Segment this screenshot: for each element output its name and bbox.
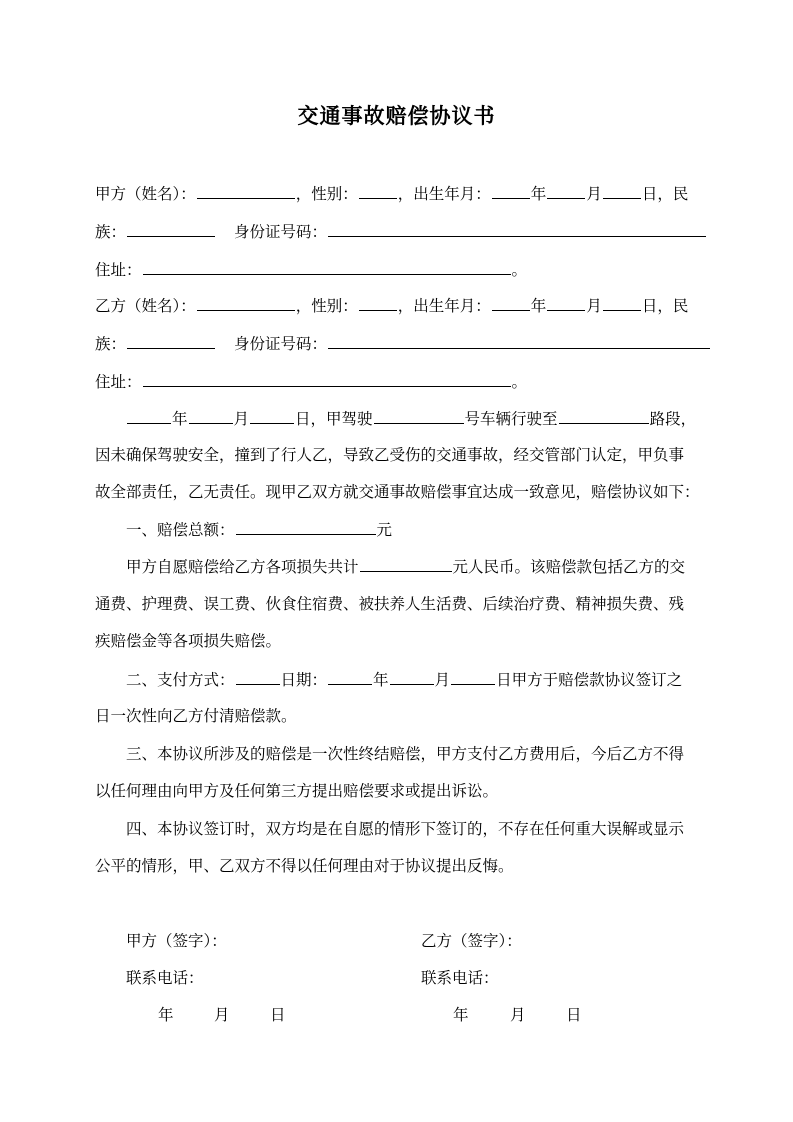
party-b-id-label: 身份证号码： [234, 335, 328, 353]
accident-vehicle-field[interactable] [374, 407, 464, 424]
party-b-phone-label[interactable]: 联系电话： [421, 969, 499, 987]
party-b-address-field[interactable] [143, 370, 511, 387]
payment-method-label: 二、支付方式： [126, 671, 235, 689]
section4-line-2: 公平的情形，甲、乙双方不得以任何理由对于协议提出反悔。 [95, 857, 514, 875]
accident-year-field[interactable] [127, 407, 171, 424]
year-label: 年 [530, 297, 547, 315]
month-label: 月 [586, 185, 602, 203]
document-title: 交通事故赔偿协议书 [297, 103, 496, 128]
party-a-phone-label[interactable]: 联系电话： [126, 969, 204, 987]
accident-line-1 [126, 407, 696, 430]
payment-day-field[interactable] [451, 668, 495, 685]
accident-driver-text: 日，甲驾驶 [295, 410, 373, 428]
party-b-signature-label[interactable]: 乙方（签字）： [421, 932, 522, 950]
party-a-sign-year: 年 [158, 1006, 174, 1024]
party-b-line-3 [95, 370, 527, 393]
party-b-gender-label: ，性别： [295, 297, 358, 315]
compensation-amount-field[interactable] [360, 555, 452, 572]
total-compensation-field[interactable] [236, 518, 376, 535]
party-b-gender-field[interactable] [359, 294, 397, 311]
section1-para-line-2: 通费、护理费、误工费、伙食住宿费、被扶养人生活费、后续治疗费、精神损失费、残 [95, 595, 685, 613]
party-a-id-field[interactable] [328, 220, 706, 237]
section1-para-line-3: 疾赔偿金等各项损失赔偿。 [95, 632, 282, 650]
party-a-line-3 [95, 258, 527, 281]
party-a-ethnicity-label: 族： [95, 223, 127, 241]
payment-month-field[interactable] [390, 668, 434, 685]
day-label: 日，民 [641, 185, 689, 203]
section1-para-line-1 [126, 555, 685, 578]
party-b-id-field[interactable] [328, 332, 710, 349]
party-a-gender-label: ，性别： [295, 185, 358, 203]
party-b-ethnicity-field[interactable] [127, 332, 215, 349]
accident-road-text: 路段， [649, 410, 697, 428]
section2-line-2: 日一次性向乙方付清赔偿款。 [95, 707, 297, 725]
payment-year-field[interactable] [328, 668, 372, 685]
section4-line-1: 四、本协议签订时，双方均是在自愿的情形下签订的，不存在任何重大误解或显示 [126, 820, 685, 838]
section1-text-start: 甲方自愿赔偿给乙方各项损失共计 [126, 558, 359, 576]
month-label: 月 [586, 297, 602, 315]
section1-heading [126, 518, 392, 541]
section2-tail-text: 日甲方于赔偿款协议签订之 [496, 671, 683, 689]
party-b-address-label: 住址： [95, 373, 142, 391]
party-a-birth-label: ，出生年月： [397, 185, 491, 203]
party-a-sign-month: 月 [214, 1006, 230, 1024]
party-a-line-1 [95, 182, 688, 205]
party-b-sign-year: 年 [453, 1006, 469, 1024]
party-b-name-label: 乙方（姓名）： [95, 297, 196, 315]
party-b-birth-month-field[interactable] [547, 294, 585, 311]
party-a-line-2 [95, 220, 707, 243]
payment-method-field[interactable] [236, 668, 280, 685]
party-a-address-field[interactable] [143, 258, 511, 275]
party-a-ethnicity-field[interactable] [127, 220, 215, 237]
total-compensation-label: 一、赔偿总额： [126, 521, 235, 539]
month-label: 月 [434, 671, 451, 689]
year-label: 年 [373, 671, 389, 689]
party-b-sign-day: 日 [566, 1006, 582, 1024]
year-label: 年 [172, 410, 188, 428]
section3-line-1: 三、本协议所涉及的赔偿是一次性终结赔偿，甲方支付乙方费用后，今后乙方不得 [126, 745, 685, 763]
party-a-name-label: 甲方（姓名）： [95, 185, 196, 203]
party-b-sign-month: 月 [510, 1006, 526, 1024]
accident-day-field[interactable] [250, 407, 294, 424]
party-a-birth-year-field[interactable] [492, 182, 530, 199]
party-b-ethnicity-label: 族： [95, 335, 127, 353]
section3-line-2: 以任何理由向甲方及任何第三方提出赔偿要求或提出诉讼。 [95, 782, 499, 800]
party-a-signature-label[interactable]: 甲方（签字）： [126, 932, 227, 950]
year-label: 年 [530, 185, 547, 203]
party-a-birth-month-field[interactable] [547, 182, 585, 199]
day-label: 日，民 [641, 297, 689, 315]
yuan-unit: 元 [376, 521, 393, 539]
accident-month-field[interactable] [189, 407, 233, 424]
period: 。 [511, 373, 528, 391]
section2-line-1 [126, 668, 682, 691]
section1-text-end: 元人民币。该赔偿款包括乙方的交 [452, 558, 686, 576]
party-b-birth-label: ，出生年月： [397, 297, 491, 315]
period: 。 [511, 261, 528, 279]
party-a-gender-field[interactable] [359, 182, 397, 199]
payment-date-label: 日期： [280, 671, 328, 689]
month-label: 月 [233, 410, 250, 428]
accident-line-3: 故全部责任，乙无责任。现甲乙双方就交通事故赔偿事宜达成一致意见，赔偿协议如下： [95, 483, 700, 501]
accident-vehicle-text: 号车辆行驶至 [464, 410, 558, 428]
accident-road-field[interactable] [559, 407, 649, 424]
party-b-name-field[interactable] [197, 294, 295, 311]
party-b-line-2 [95, 332, 711, 355]
party-b-line-1 [95, 294, 688, 317]
party-a-address-label: 住址： [95, 261, 142, 279]
party-a-id-label: 身份证号码： [234, 223, 328, 241]
party-b-birth-year-field[interactable] [492, 294, 530, 311]
party-a-name-field[interactable] [197, 182, 295, 199]
party-a-sign-day: 日 [270, 1006, 286, 1024]
party-b-birth-day-field[interactable] [603, 294, 641, 311]
accident-line-2: 因未确保驾驶安全，撞到了行人乙，导致乙受伤的交通事故，经交管部门认定，甲负事 [95, 446, 685, 464]
party-a-birth-day-field[interactable] [603, 182, 641, 199]
